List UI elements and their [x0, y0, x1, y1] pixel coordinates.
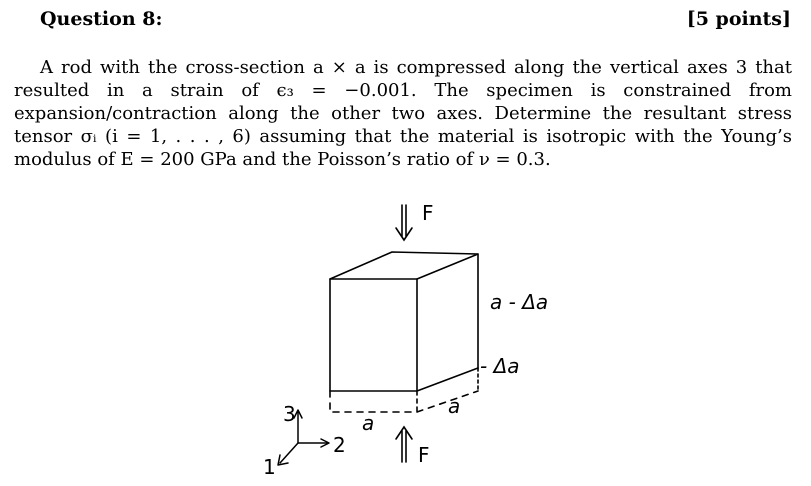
question-points: [5 points] [686, 8, 791, 30]
label-width: a [362, 411, 375, 435]
cube-drawing [330, 252, 478, 412]
force-arrow-bottom [396, 427, 412, 462]
axis-1-label: 1 [263, 455, 276, 479]
force-arrow-top [396, 205, 412, 240]
label-delta: - Δa [480, 354, 520, 378]
question-title: Question 8: [40, 8, 163, 30]
cube-bottom-right-edge [417, 368, 478, 391]
label-height: a - Δa [490, 290, 549, 314]
axis-3-label: 3 [283, 402, 296, 426]
cube-top-face [330, 252, 478, 279]
problem-statement: A rod with the cross-section a × a is compressed along the vertical axes 3 that resulted in a strain of ϵ₃ = −0.001. The specimen is constrained from expansion/contraction along the other two axes. Determine the resultant stress tensor σᵢ (i = 1, . . . , 6) assuming that the material is isotropic with the Young’s modulus of E = 200 GPa and the Poisson’s ratio of ν = 0.3. [14, 57, 792, 170]
force-label-bottom: F [418, 443, 430, 467]
label-depth: a [448, 394, 461, 418]
cube-front-face [330, 279, 417, 391]
axis-1-line [280, 443, 298, 463]
axis-2-label: 2 [333, 433, 346, 457]
force-label-top: F [422, 201, 434, 225]
